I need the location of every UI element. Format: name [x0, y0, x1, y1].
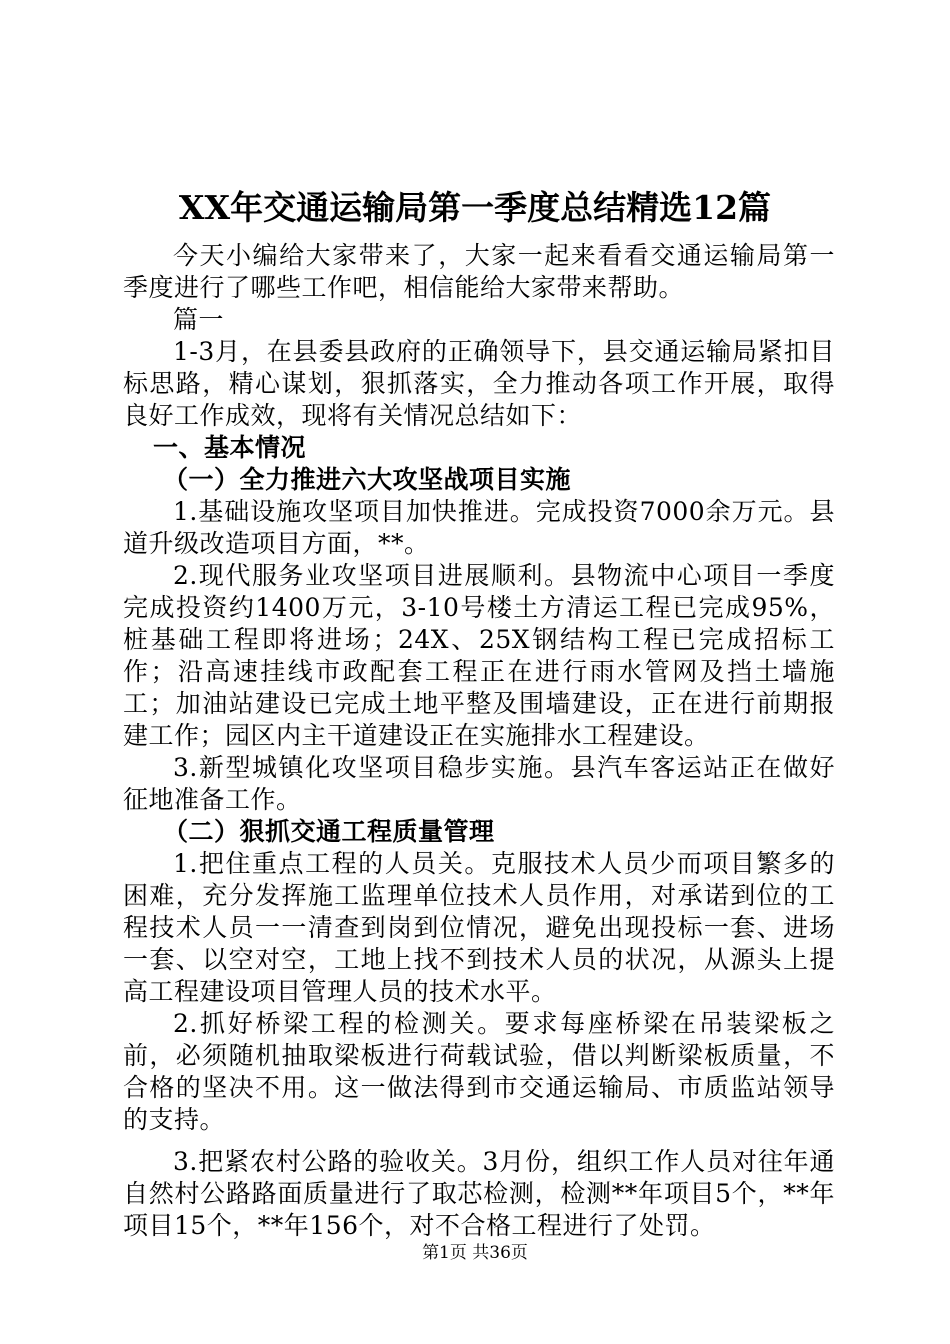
body-paragraph: 3.新型城镇化攻坚项目稳步实施。县汽车客运站正在做好征地准备工作。: [123, 753, 835, 814]
body-paragraph: 1.把住重点工程的人员关。克服技术人员少而项目繁多的困难，充分发挥施工监理单位技术人员作用，对承诺到位的工程技术人员一一清查到岗到位情况，避免出现投标一套、进场一套、以空对空，工地上找不到技术人员的状况，从源头上提高工程建设项目管理人员的技术水平。: [123, 849, 835, 1006]
body-paragraph: 2.抓好桥梁工程的检测关。要求每座桥梁在吊装梁板之前，必须随机抽取梁板进行荷载试验，借以判断梁板质量，不合格的坚决不用。这一做法得到市交通运输局、市质监站领导的支持。: [123, 1009, 835, 1134]
body-paragraph: 1.基础设施攻坚项目加快推进。完成投资7000余万元。县道升级改造项目方面，**。: [123, 497, 835, 558]
body-paragraph: 3.把紧农村公路的验收关。3月份，组织工作人员对往年通自然村公路路面质量进行了取芯检测，检测**年项目5个，**年项目15个，**年156个，对不合格工程进行了处罚。: [123, 1147, 835, 1240]
subsection-heading: （一）全力推进六大攻坚战项目实施: [163, 465, 572, 494]
body-paragraph: 2.现代服务业攻坚项目进展顺利。县物流中心项目一季度完成投资约1400万元，3-10号楼土方清运工程已完成95%，桩基础工程即将进场；24X、25X钢结构工程已完成招标工作；沿高速挂线市政配套工程正在进行雨水管网及挡土墙施工；加油站建设已完成土地平整及围墙建设，正在进行前期报建工作；园区内主干道建设正在实施排水工程建设。: [123, 561, 835, 750]
section-heading: 一、基本情况: [153, 433, 307, 462]
intro-paragraph: 今天小编给大家带来了，大家一起来看看交通运输局第一季度进行了哪些工作吧，相信能给大家带来帮助。: [123, 241, 835, 302]
summary-paragraph: 1-3月，在县委县政府的正确领导下，县交通运输局紧扣目标思路，精心谋划，狠抓落实，全力推动各项工作开展，取得良好工作成效，现将有关情况总结如下：: [123, 337, 835, 430]
document-body: [123, 240, 835, 1242]
document-title: XX年交通运输局第一季度总结精选12篇: [178, 188, 772, 227]
section-label: 篇一: [173, 305, 225, 334]
page-footer: 第1页 共36页: [422, 1243, 528, 1263]
subsection-heading: （二）狠抓交通工程质量管理: [163, 817, 495, 846]
